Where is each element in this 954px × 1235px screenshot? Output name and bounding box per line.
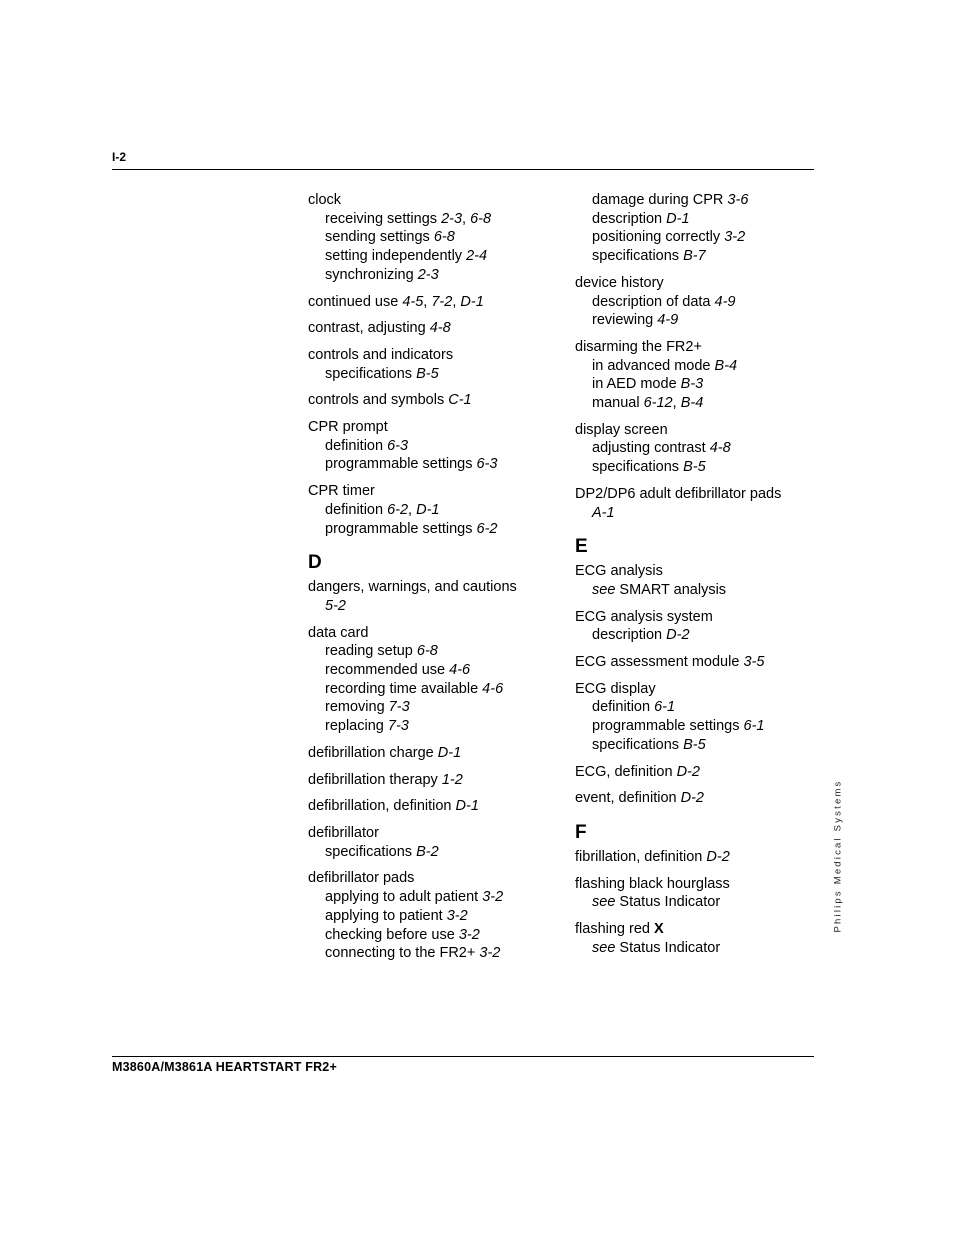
index-entry-contrast: contrast, adjusting 4-8 (308, 320, 451, 337)
index-entry-defib-therapy: defibrillation therapy 1-2 (308, 771, 463, 788)
sub-entry: see SMART analysis (592, 581, 727, 598)
index-entry-defib-pads: defibrillator pads applying to adult patient 3-2 applying to patient 3-2 checking before use 3-2 connecting to the FR2+ 3-2 (308, 869, 548, 963)
sub-entry: description of data 4-9 (592, 293, 736, 310)
index-entry-cpr-timer: CPR timer definition 6-2, D-1 programmable settings 6-2 (308, 482, 548, 538)
index-entry-ecg-analysis: ECG analysis see SMART analysis (575, 562, 815, 599)
entry-term: clock (308, 192, 342, 208)
sub-entry: specifications B-5 (325, 365, 439, 382)
sub-entry: specifications B-5 (592, 459, 706, 476)
sub-entry: connecting to the FR2+ 3-2 (325, 945, 501, 962)
index-entry-dp2-dp6-pads: DP2/DP6 adult defibrillator pads A-1 (575, 485, 782, 521)
sub-entry: in advanced mode B-4 (592, 357, 738, 374)
sub-entry: programmable settings 6-2 (325, 520, 498, 537)
sub-entry: description D-1 (592, 210, 690, 227)
side-publisher-label: Philips Medical Systems (832, 779, 844, 933)
sub-entry: recommended use 4-6 (325, 662, 471, 679)
index-column-left (308, 191, 548, 971)
index-entry-display-screen: display screen adjusting contrast 4-8 specifications B-5 (575, 421, 815, 477)
section-letter-f: F (575, 821, 587, 843)
sub-entry: damage during CPR 3-6 (592, 192, 749, 208)
sub-entry: replacing 7-3 (325, 718, 409, 735)
sub-entry: reviewing 4-9 (592, 312, 679, 329)
index-entry-controls-indicators: controls and indicators specifications B-5 (308, 346, 548, 383)
index-entry-ecg-display: ECG display definition 6-1 programmable settings 6-1 specifications B-5 (575, 680, 815, 755)
sub-entry: see Status Indicator (592, 939, 721, 956)
index-entry-dangers: dangers, warnings, and cautions 5-2 (308, 579, 517, 614)
header-rule (112, 169, 814, 170)
sub-entry: checking before use 3-2 (325, 926, 480, 943)
index-entry-defib-charge: defibrillation charge D-1 (308, 744, 462, 761)
index-entry-device-history: device history description of data 4-9 reviewing 4-9 (575, 274, 815, 330)
sub-entry: positioning correctly 3-2 (592, 229, 746, 246)
sub-entry: specifications B-7 (592, 248, 706, 265)
sub-entry: synchronizing 2-3 (325, 266, 439, 283)
index-entry-ecg-definition: ECG, definition D-2 (575, 763, 700, 780)
sub-entry: manual 6-12, B-4 (592, 395, 704, 412)
sub-entry: programmable settings 6-1 (592, 718, 765, 735)
index-entry-controls-symbols: controls and symbols C-1 (308, 392, 472, 409)
index-entry-event-definition: event, definition D-2 (575, 790, 704, 807)
index-column-right (575, 191, 815, 966)
section-letter-e: E (575, 536, 588, 558)
sub-entry: receiving settings 2-3, 6-8 (325, 210, 492, 227)
index-entry-continued-use: continued use 4-5, 7-2, D-1 (308, 293, 484, 310)
sub-entry: applying to patient 3-2 (325, 907, 468, 924)
section-letter-d: D (308, 552, 322, 574)
sub-entry: adjusting contrast 4-8 (592, 440, 731, 457)
sub-entry: see Status Indicator (592, 894, 721, 911)
sub-entry: setting independently 2-4 (325, 248, 488, 265)
index-entry-defibrillator: defibrillator specifications B-2 (308, 824, 548, 861)
sub-entry: description D-2 (592, 627, 690, 644)
sub-entry: applying to adult patient 3-2 (325, 889, 504, 906)
sub-entry: specifications B-2 (325, 843, 439, 860)
footer-rule (112, 1056, 814, 1057)
sub-entry: specifications B-5 (592, 736, 706, 753)
index-entry-disarming: disarming the FR2+ in advanced mode B-4 in AED mode B-3 manual 6-12, B-4 (575, 338, 815, 413)
index-entry-defib-definition: defibrillation, definition D-1 (308, 798, 479, 815)
index-entry-ecg-module: ECG assessment module 3-5 (575, 654, 765, 671)
index-entry-fibrillation: fibrillation, definition D-2 (575, 848, 730, 865)
index-entry-flashing-red-x: flashing red X see Status Indicator (575, 920, 815, 957)
sub-entry: recording time available 4-6 (325, 680, 504, 697)
index-entry-defib-pads-continued (575, 191, 815, 266)
page-number: I-2 (112, 150, 127, 164)
sub-entry: removing 7-3 (325, 699, 410, 716)
index-entry-ecg-analysis-system: ECG analysis system description D-2 (575, 608, 815, 645)
sub-entry: definition 6-3 (325, 437, 409, 454)
sub-entry: sending settings 6-8 (325, 229, 455, 246)
sub-entry: definition 6-2, D-1 (325, 501, 440, 518)
sub-entry: reading setup 6-8 (325, 643, 438, 660)
sub-entry: programmable settings 6-3 (325, 456, 498, 473)
index-entry-clock (308, 191, 548, 285)
index-entry-cpr-prompt: CPR prompt definition 6-3 programmable settings 6-3 (308, 418, 548, 474)
index-entry-data-card: data card reading setup 6-8 recommended use 4-6 recording time available 4-6 removing 7-3 replacing 7-3 (308, 624, 548, 736)
sub-entry: definition 6-1 (592, 699, 676, 716)
sub-entry: in AED mode B-3 (592, 376, 704, 393)
footer-title: M3860A/M3861A HEARTSTART FR2+ (112, 1060, 337, 1074)
index-entry-flashing-hourglass: flashing black hourglass see Status Indicator (575, 875, 815, 912)
